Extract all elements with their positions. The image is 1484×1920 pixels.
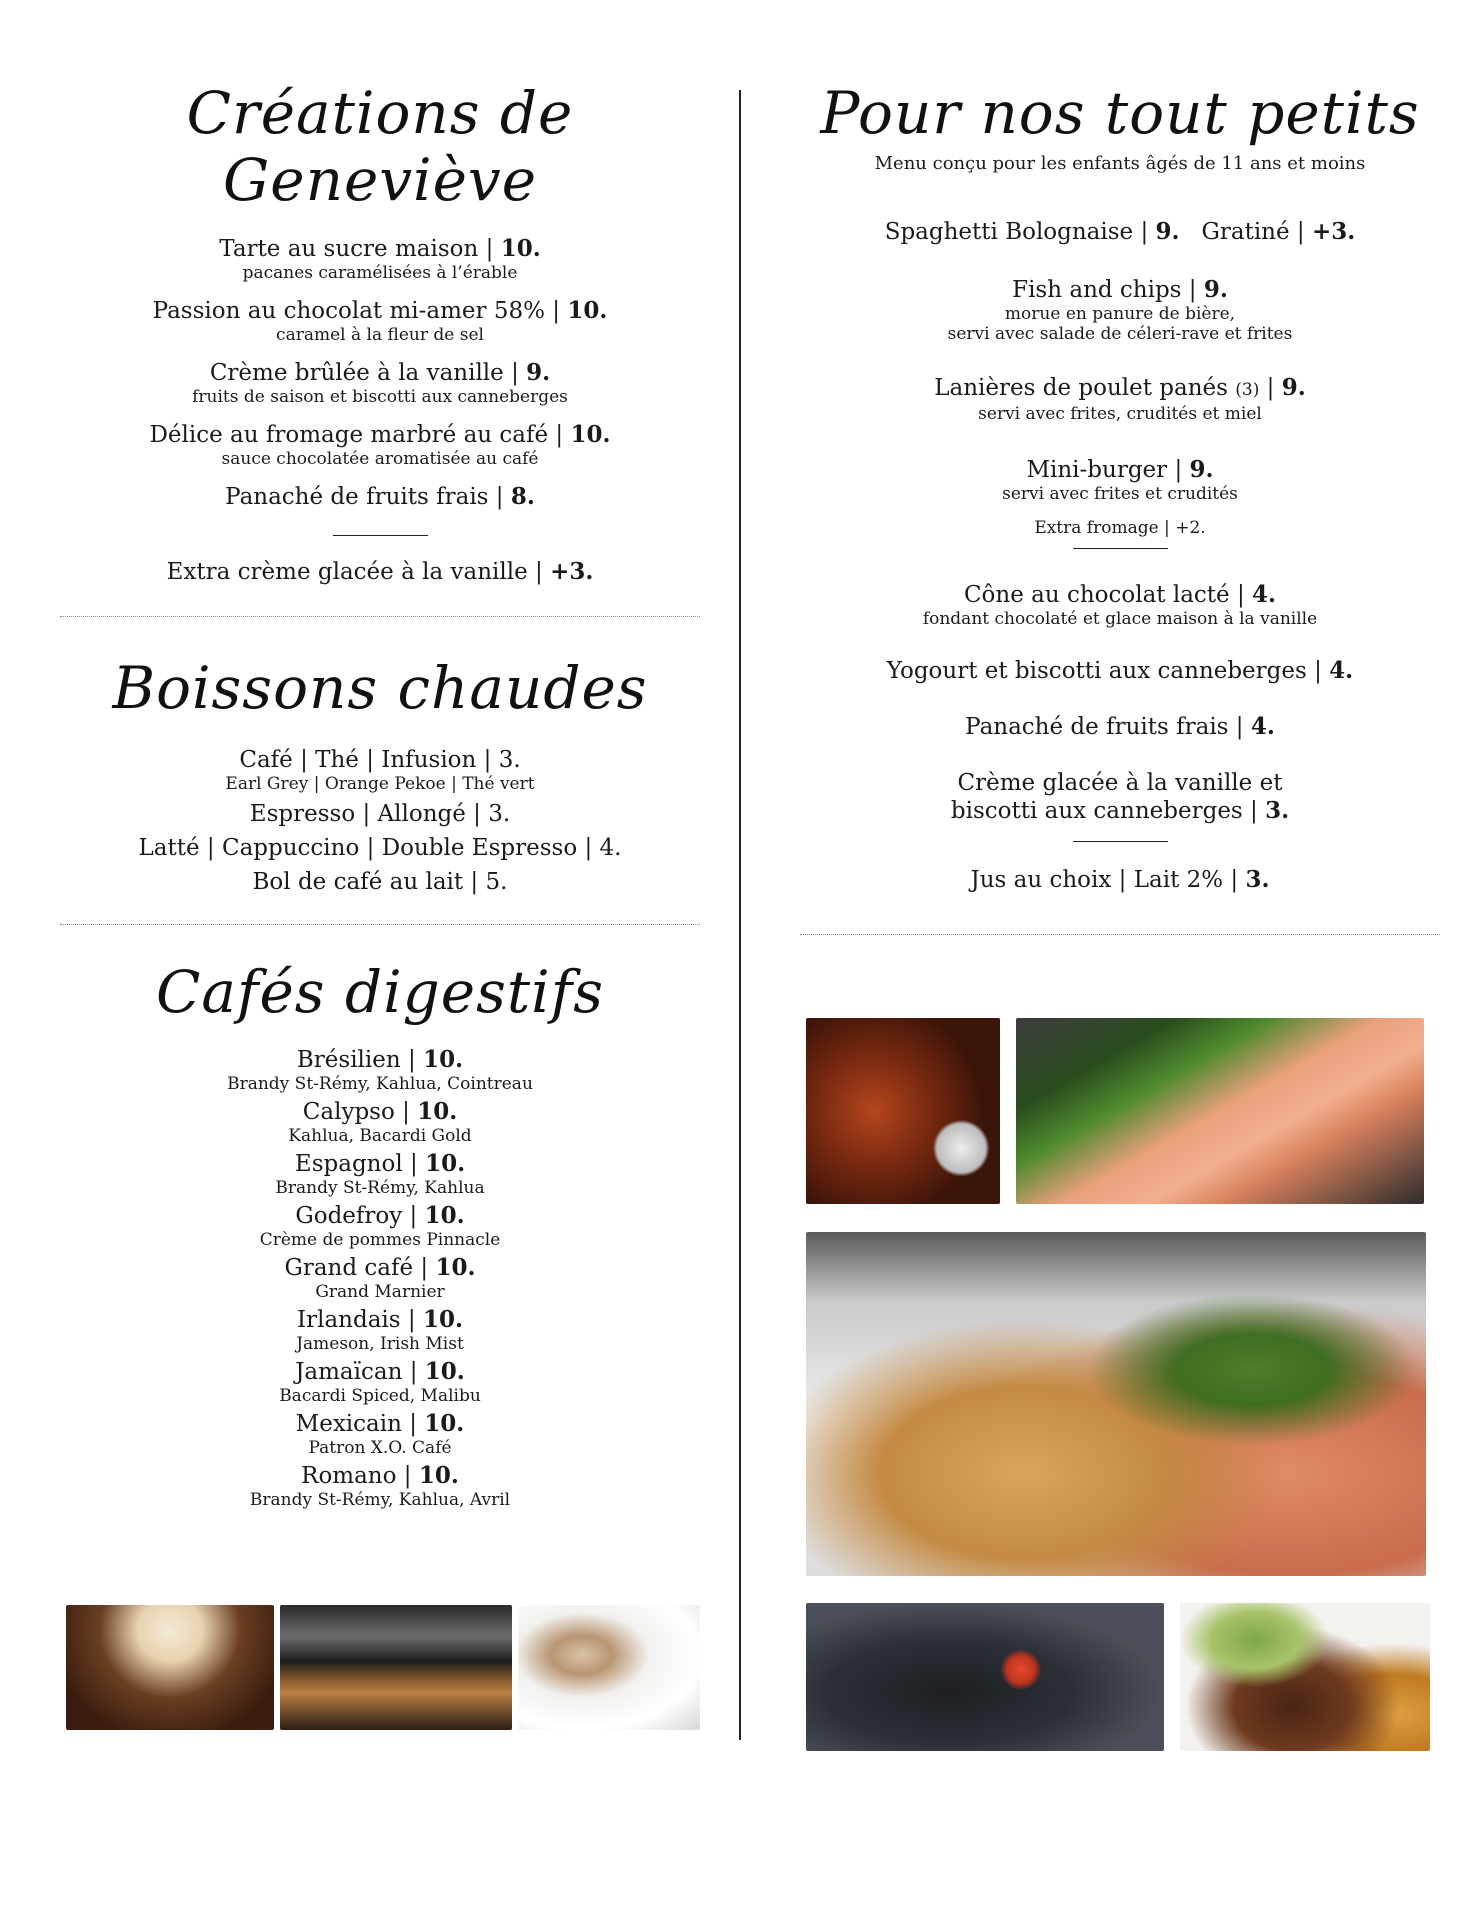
short-divider [1073,548,1168,549]
list-item: Cône au chocolat lacté | 4. fondant chocolaté et glace maison à la vanille [922,580,1318,629]
kids-title: Pour nos tout petits [820,79,1420,147]
list-item: Tarte au sucre maison | 10. pacanes caramélisées à l’érable [219,235,541,284]
list-item: Yogourt et biscotti aux canneberges | 4. [886,656,1354,684]
list-item: Espagnol | 10. Brandy St-Rémy, Kahlua [275,1149,485,1198]
digestifs-list [60,1046,700,1510]
digestifs-title: Cafés digestifs [156,958,604,1027]
column-divider [739,90,741,1740]
list-item: Godefroy | 10. Crème de pommes Pinnacle [259,1201,501,1250]
short-divider [333,535,428,536]
espresso-machine-photo [280,1605,512,1730]
section-separator [60,924,700,925]
cappuccino-photo [518,1605,700,1730]
list-item: Fish and chips | 9. morue en panure de bière, servi avec salade de céleri-rave et frites [947,275,1293,344]
list-item: Jamaïcan | 10. Bacardi Spiced, Malibu [279,1357,481,1406]
list-item: Café | Thé | Infusion | 3. Earl Grey | Orange Pekoe | Thé vert [225,747,535,795]
list-item: Calypso | 10. Kahlua, Bacardi Gold [288,1097,472,1146]
list-item: Brésilien | 10. Brandy St-Rémy, Kahlua, Cointreau [227,1045,533,1094]
smoked-salmon-photo [1016,1018,1424,1204]
section-separator [60,616,700,617]
creations-title: Créations de Geneviève [186,79,574,214]
short-divider [1073,841,1168,842]
ribs-photo [1180,1603,1430,1751]
list-item: Espresso | Allongé | 3. [249,801,511,828]
right-column [800,80,1440,935]
list-item: Romano | 10. Brandy St-Rémy, Kahlua, Avril [249,1461,511,1510]
list-item: Panaché de fruits frais | 8. [225,483,535,511]
left-column [60,80,700,1510]
boissons-list [60,746,700,896]
list-item: Bol de café au lait | 5. [252,869,508,896]
creations-list [60,235,700,511]
boissons-title: Boissons chaudes [112,654,648,723]
list-item: Mini-burger | 9. servi avec frites et crudités [1002,455,1238,504]
list-item: Passion au chocolat mi-amer 58% | 10. caramel à la fleur de sel [152,297,608,346]
list-item: Grand café | 10. Grand Marnier [284,1253,476,1302]
list-item: Crème glacée à la vanille et biscotti aux canneberges | 3. [950,769,1290,824]
irish-coffee-photo [66,1605,274,1730]
list-item: Spaghetti Bolognaise | 9. Gratiné | +3. [884,217,1356,245]
list-item: Irlandais | 10. Jameson, Irish Mist [296,1305,464,1354]
list-item: Jus au choix | Lait 2% | 3. [970,865,1270,893]
list-item: Panaché de fruits frais | 4. [965,712,1275,740]
extra-cheese: Extra fromage | +2. [1034,517,1206,538]
list-item: Mexicain | 10. Patron X.O. Café [295,1409,465,1458]
mussels-photo [806,1603,1164,1751]
chicken-wings-photo [806,1018,1000,1204]
kids-subtitle: Menu conçu pour les enfants âgés de 11 ans et moins [874,152,1366,174]
salmon-tartare-photo [806,1232,1426,1576]
list-item: Lanières de poulet panés (3) | 9. servi avec frites, crudités et miel [934,373,1306,424]
section-separator [800,934,1440,935]
list-item: Latté | Cappuccino | Double Espresso | 4. [138,835,622,862]
list-item: Délice au fromage marbré au café | 10. sauce chocolatée aromatisée au café [149,421,611,470]
list-item: Crème brûlée à la vanille | 9. fruits de saison et biscotti aux canneberges [192,359,568,408]
extra-ice-cream: Extra crème glacée à la vanille | +3. [166,558,594,586]
